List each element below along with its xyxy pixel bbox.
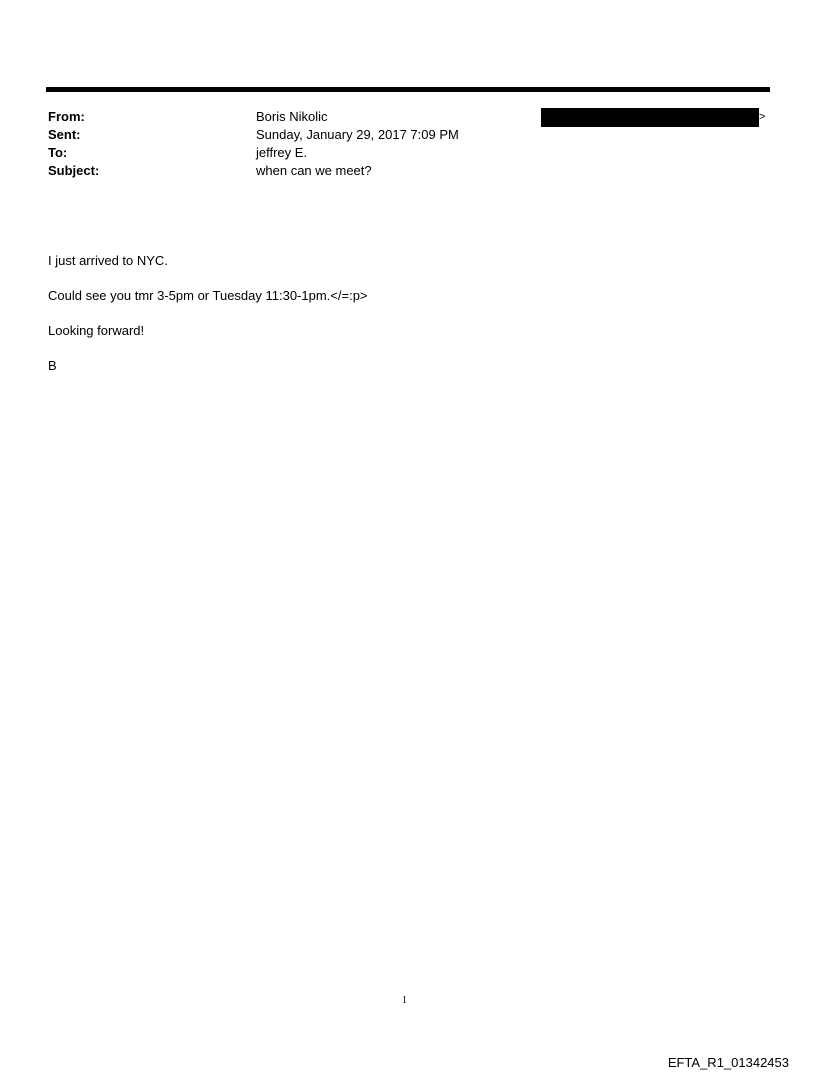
sender-name: Boris Nikolic [256, 109, 328, 124]
email-closing-bracket: > [759, 111, 766, 123]
sent-label: Sent: [48, 127, 81, 142]
email-header [48, 108, 768, 180]
sent-value: Sunday, January 29, 2017 7:09 PM [256, 127, 459, 142]
body-paragraph: I just arrived to NYC. [48, 253, 168, 268]
subject-label: Subject: [48, 163, 100, 178]
to-row [48, 144, 768, 162]
from-value [256, 108, 766, 126]
email-body [48, 252, 768, 392]
document-id: EFTA_R1_01342453 [667, 1055, 789, 1070]
to-label: To: [48, 145, 68, 160]
redaction-block [541, 108, 759, 127]
body-paragraph: Looking forward! [48, 323, 145, 338]
subject-value: when can we meet? [256, 163, 372, 178]
from-row [48, 108, 768, 126]
from-label: From: [48, 109, 85, 124]
sent-row [48, 126, 768, 144]
to-value: jeffrey E. [256, 145, 308, 160]
page-number: 1 [402, 995, 407, 1006]
body-paragraph: Could see you tmr 3-5pm or Tuesday 11:30-1pm.</=:p> [48, 288, 368, 303]
subject-row [48, 162, 768, 180]
signature: B [48, 358, 57, 373]
header-divider-rule [46, 87, 770, 92]
